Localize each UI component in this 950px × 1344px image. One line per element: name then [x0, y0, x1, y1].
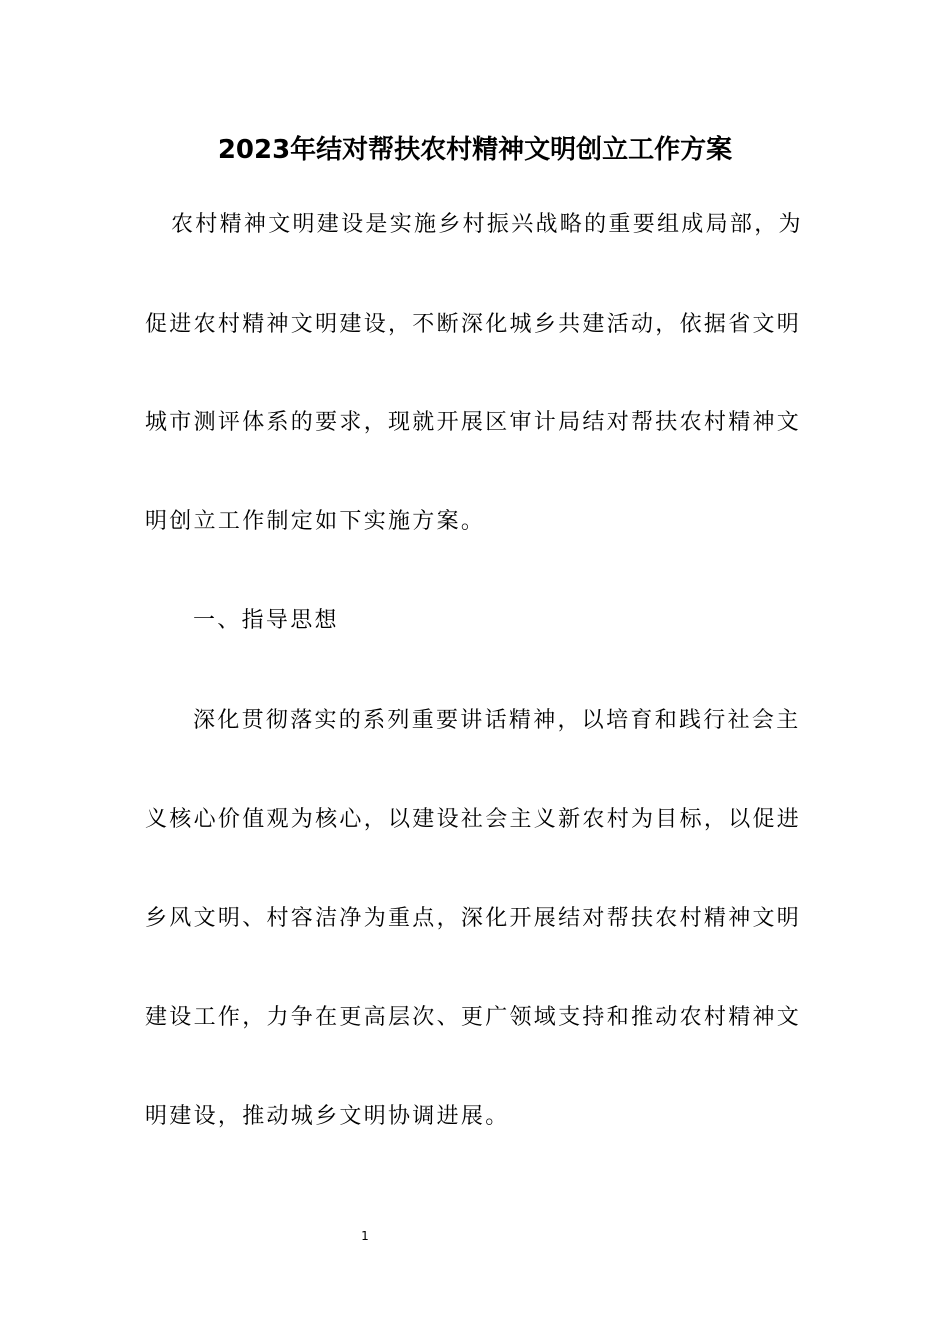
intro-paragraph-line-3: 城市测评体系的要求，现就开展区审计局结对帮扶农村精神文: [145, 410, 802, 435]
guiding-paragraph-line-5: 明建设，推动城乡文明协调进展。: [145, 1104, 510, 1129]
intro-paragraph-line-1: 农村精神文明建设是实施乡村振兴战略的重要组成局部，为: [171, 212, 803, 237]
page-number: 1: [361, 1229, 369, 1243]
guiding-paragraph-line-4: 建设工作，力争在更高层次、更广领域支持和推动农村精神文: [145, 1005, 802, 1030]
guiding-paragraph-line-1: 深化贯彻落实的系列重要讲话精神，以培育和践行社会主: [193, 708, 801, 733]
guiding-paragraph-line-2: 义核心价值观为核心，以建设社会主义新农村为目标，以促进: [145, 807, 802, 832]
intro-paragraph-line-2: 促进农村精神文明建设，不断深化城乡共建活动，依据省文明: [145, 312, 802, 337]
section-heading-guiding-ideology: 一、指导思想: [193, 608, 339, 633]
intro-paragraph-line-4: 明创立工作制定如下实施方案。: [145, 509, 486, 534]
guiding-paragraph-line-3: 乡风文明、村容洁净为重点，深化开展结对帮扶农村精神文明: [145, 906, 802, 931]
document-title: 2023年结对帮扶农村精神文明创立工作方案: [217, 135, 733, 165]
